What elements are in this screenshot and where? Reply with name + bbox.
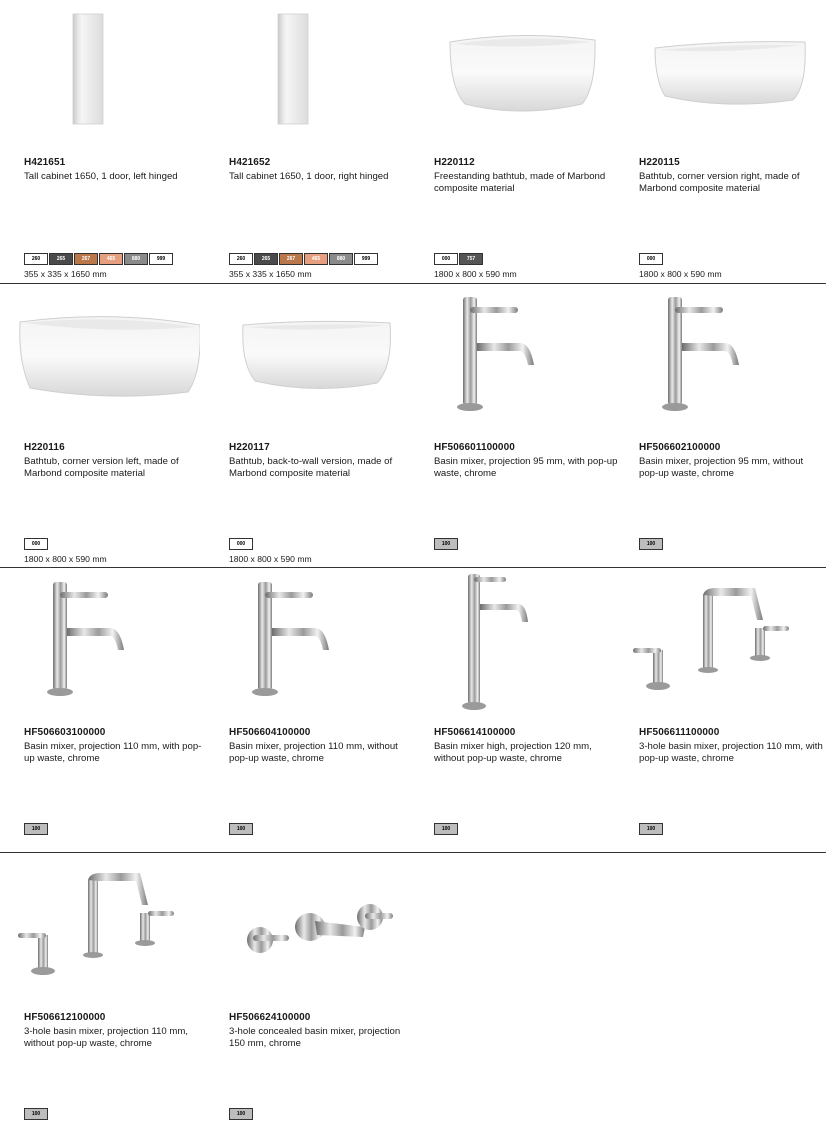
- mixer-concealed-image: [205, 855, 405, 1005]
- color-swatches: [229, 253, 378, 265]
- color-swatches: [434, 823, 458, 835]
- product-description: Bathtub, corner version right, made of Marbond composite material: [639, 171, 800, 194]
- product-dimensions: 1800 x 800 x 590 mm: [229, 554, 312, 564]
- product-description: Tall cabinet 1650, 1 door, right hinged: [229, 171, 389, 182]
- color-swatch: 100: [24, 823, 48, 835]
- cabinet-image: [0, 0, 200, 150]
- cabinet-image: [205, 0, 405, 150]
- product-card: [205, 0, 405, 285]
- color-swatch: 100: [434, 538, 458, 550]
- product-card: [205, 285, 405, 570]
- product-card: [0, 285, 200, 570]
- color-swatch: 267: [74, 253, 98, 265]
- product-card: [205, 855, 405, 1140]
- product-code: H220116: [24, 442, 65, 453]
- product-code: H421652: [229, 157, 271, 168]
- color-swatch: 100: [24, 1108, 48, 1120]
- product-code: HF506624100000: [229, 1012, 311, 1023]
- product-card: [0, 855, 200, 1140]
- color-swatches: [639, 823, 663, 835]
- product-dimensions: 1800 x 800 x 590 mm: [434, 269, 517, 279]
- product-dimensions: 1800 x 800 x 590 mm: [639, 269, 722, 279]
- product-code: H220115: [639, 157, 680, 168]
- color-swatches: [24, 823, 48, 835]
- color-swatch: 000: [639, 253, 663, 265]
- product-code: HF506603100000: [24, 727, 106, 738]
- product-code: H220117: [229, 442, 270, 453]
- color-swatch: 000: [229, 538, 253, 550]
- tub-corner-left-image: [0, 285, 200, 435]
- row-divider: [0, 283, 826, 284]
- product-description: Basin mixer, projection 95 mm, without pop-up waste, chrome: [639, 456, 804, 479]
- product-description: Basin mixer, projection 110 mm, with pop-up waste, chrome: [24, 741, 202, 764]
- product-card: [0, 0, 200, 285]
- product-card: [615, 0, 815, 285]
- color-swatch: 100: [229, 823, 253, 835]
- color-swatch: 000: [24, 538, 48, 550]
- row-divider: [0, 852, 826, 853]
- color-swatches: [229, 538, 253, 550]
- color-swatch: 260: [24, 253, 48, 265]
- color-swatch: 265: [254, 253, 278, 265]
- product-code: HF506612100000: [24, 1012, 106, 1023]
- color-swatch: 100: [639, 823, 663, 835]
- product-description: 3-hole concealed basin mixer, projection 150 mm, chrome: [229, 1026, 401, 1049]
- product-dimensions: 355 x 335 x 1650 mm: [24, 269, 107, 279]
- color-swatches: [639, 253, 663, 265]
- color-swatch: 100: [229, 1108, 253, 1120]
- product-code: H220112: [434, 157, 475, 168]
- color-swatches: [24, 1108, 48, 1120]
- mixer-image: [615, 285, 815, 435]
- color-swatch: 999: [149, 253, 173, 265]
- tub-back-to-wall-image: [205, 285, 405, 435]
- product-description: 3-hole basin mixer, projection 110 mm, with pop-up waste, chrome: [639, 741, 823, 764]
- color-swatches: [434, 538, 458, 550]
- color-swatch: 465: [99, 253, 123, 265]
- product-description: Tall cabinet 1650, 1 door, left hinged: [24, 171, 178, 182]
- product-card: [410, 570, 610, 855]
- product-description: Basin mixer high, projection 120 mm, without pop-up waste, chrome: [434, 741, 592, 764]
- color-swatch: 100: [434, 823, 458, 835]
- row-divider: [0, 567, 826, 568]
- color-swatch: 000: [434, 253, 458, 265]
- product-description: Freestanding bathtub, made of Marbond composite material: [434, 171, 606, 194]
- color-swatch: 465: [304, 253, 328, 265]
- mixer-image: [0, 570, 200, 720]
- mixer-3hole-image: [0, 855, 200, 1005]
- color-swatches: [639, 538, 663, 550]
- mixer-high-image: [410, 570, 610, 720]
- color-swatch: 265: [49, 253, 73, 265]
- color-swatch: 999: [354, 253, 378, 265]
- color-swatches: [434, 253, 483, 265]
- product-dimensions: 355 x 335 x 1650 mm: [229, 269, 312, 279]
- color-swatches: [24, 538, 48, 550]
- product-card: [410, 0, 610, 285]
- color-swatch: 100: [639, 538, 663, 550]
- product-description: Bathtub, back-to-wall version, made of Marbond composite material: [229, 456, 393, 479]
- color-swatch: 880: [329, 253, 353, 265]
- product-code: HF506611100000: [639, 727, 720, 738]
- product-description: Bathtub, corner version left, made of Marbond composite material: [24, 456, 179, 479]
- product-card: [615, 570, 823, 855]
- product-card: [410, 285, 618, 570]
- color-swatch: 757: [459, 253, 483, 265]
- color-swatch: 260: [229, 253, 253, 265]
- color-swatches: [229, 1108, 253, 1120]
- product-dimensions: 1800 x 800 x 590 mm: [24, 554, 107, 564]
- tub-corner-right-image: [615, 0, 815, 150]
- product-card: [0, 570, 200, 855]
- product-description: 3-hole basin mixer, projection 110 mm, without pop-up waste, chrome: [24, 1026, 189, 1049]
- product-card: [205, 570, 405, 855]
- mixer-image: [205, 570, 405, 720]
- product-card: [615, 285, 815, 570]
- color-swatch: 880: [124, 253, 148, 265]
- color-swatch: 267: [279, 253, 303, 265]
- color-swatches: [229, 823, 253, 835]
- product-description: Basin mixer, projection 110 mm, without pop-up waste, chrome: [229, 741, 398, 764]
- product-description: Basin mixer, projection 95 mm, with pop-up waste, chrome: [434, 456, 618, 479]
- product-code: HF506614100000: [434, 727, 516, 738]
- tub-freestanding-image: [410, 0, 610, 150]
- product-code: HF506602100000: [639, 442, 721, 453]
- color-swatches: [24, 253, 173, 265]
- product-code: HF506604100000: [229, 727, 311, 738]
- product-code: H421651: [24, 157, 66, 168]
- mixer-3hole-image: [615, 570, 815, 720]
- mixer-image: [410, 285, 610, 435]
- product-code: HF506601100000: [434, 442, 515, 453]
